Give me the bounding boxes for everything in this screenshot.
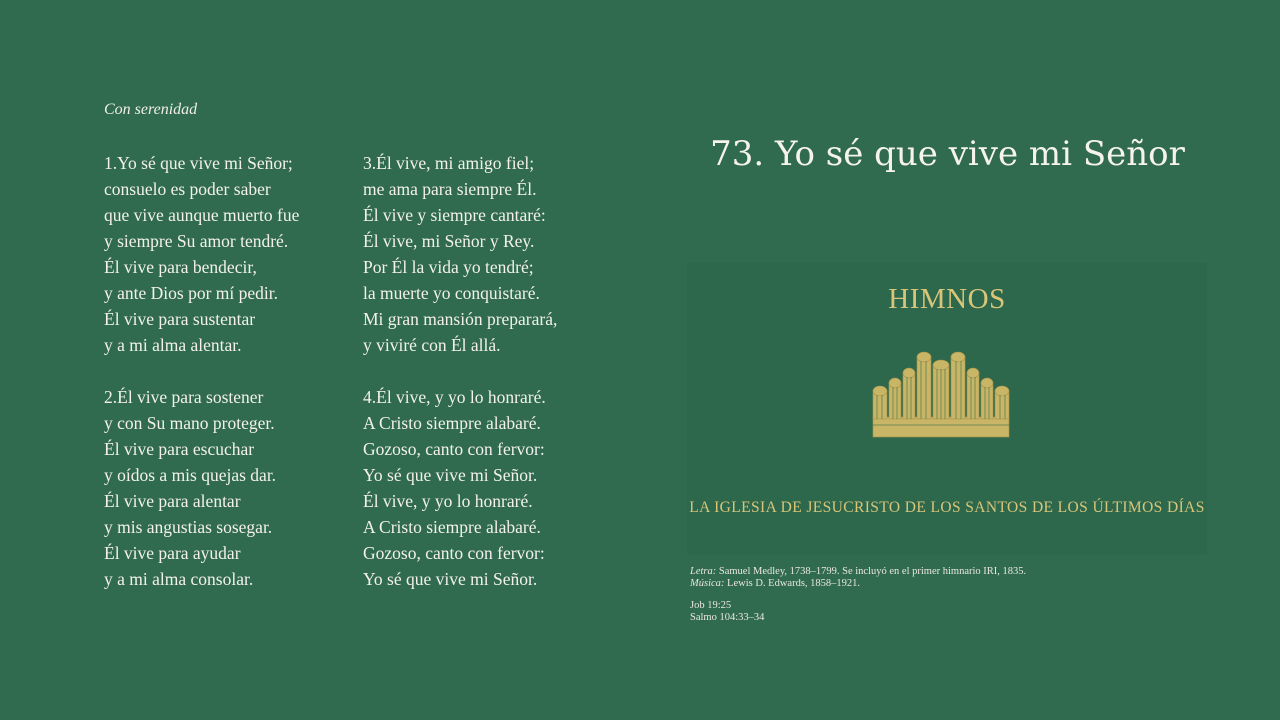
- verse-line: Gozoso, canto con fervor:: [363, 543, 545, 563]
- verse-line: Yo sé que vive mi Señor.: [363, 465, 538, 485]
- verse-line: y ante Dios por mí pedir.: [104, 283, 279, 303]
- music-author: Lewis D. Edwards, 1858–1921.: [727, 578, 861, 589]
- hymnbook-cover: [687, 263, 1207, 555]
- verse-1: [104, 150, 299, 358]
- verse-2: [104, 384, 276, 592]
- verse-line: y a mi alma consolar.: [104, 569, 254, 589]
- verse-4: [363, 384, 546, 592]
- verse-line: y con Su mano proteger.: [104, 413, 275, 433]
- music-label: Música:: [690, 578, 725, 589]
- verse-line: 4.Él vive, y yo lo honraré.: [363, 387, 546, 407]
- verse-line: Gozoso, canto con fervor:: [363, 439, 545, 459]
- verse-line: 3.Él vive, mi amigo fiel;: [363, 153, 535, 173]
- scripture-reference: Salmo 104:33–34: [690, 612, 765, 623]
- verse-line: 1.Yo sé que vive mi Señor;: [104, 153, 293, 173]
- verse-line: A Cristo siempre alabaré.: [363, 517, 541, 537]
- verse-line: Él vive para alentar: [104, 491, 241, 511]
- verse-line: y siempre Su amor tendré.: [104, 231, 289, 251]
- verse-line: consuelo es poder saber: [104, 179, 271, 199]
- verse-line: 2.Él vive para sostener: [104, 387, 264, 407]
- verse-line: Él vive para sustentar: [104, 309, 256, 329]
- verse-line: y a mi alma alentar.: [104, 335, 242, 355]
- verse-line: Yo sé que vive mi Señor.: [363, 569, 538, 589]
- hymnbook-label: HIMNOS: [888, 283, 1006, 315]
- lyrics-author: Samuel Medley, 1738–1799. Se incluyó en el primer himnario IRI, 1835.: [718, 566, 1027, 577]
- church-name: LA IGLESIA DE JESUCRISTO DE LOS SANTOS DE LOS ÚLTIMOS DÍAS: [689, 499, 1205, 516]
- scripture-references: [690, 600, 764, 624]
- verse-line: la muerte yo conquistaré.: [363, 283, 540, 303]
- tempo-marking: Con serenidad: [104, 101, 198, 118]
- hymn-credits: [690, 566, 1026, 590]
- verse-line: me ama para siempre Él.: [363, 179, 537, 199]
- verse-3: [363, 150, 557, 358]
- verse-line: Por Él la vida yo tendré;: [363, 257, 534, 277]
- lyrics-credit: [690, 566, 1026, 578]
- verse-line: y viviré con Él allá.: [363, 335, 501, 355]
- verse-line: Mi gran mansión preparará,: [363, 309, 558, 329]
- verse-line: Él vive, mi Señor y Rey.: [363, 231, 535, 251]
- verse-line: y mis angustias sosegar.: [104, 517, 273, 537]
- verse-line: Él vive para ayudar: [104, 543, 241, 563]
- lyrics-label: Letra:: [690, 566, 717, 577]
- verse-line: Él vive, y yo lo honraré.: [363, 491, 533, 511]
- verse-line: que vive aunque muerto fue: [104, 205, 300, 225]
- scripture-reference: Job 19:25: [690, 600, 732, 611]
- verse-line: A Cristo siempre alabaré.: [363, 413, 541, 433]
- music-credit: [690, 578, 1026, 590]
- verse-line: Él vive para escuchar: [104, 439, 255, 459]
- verse-line: Él vive y siempre cantaré:: [363, 205, 546, 225]
- verse-line: y oídos a mis quejas dar.: [104, 465, 277, 485]
- verse-line: Él vive para bendecir,: [104, 257, 257, 277]
- hymn-title: 73. Yo sé que vive mi Señor: [710, 134, 1185, 174]
- organ-pipes-icon: [871, 351, 1011, 439]
